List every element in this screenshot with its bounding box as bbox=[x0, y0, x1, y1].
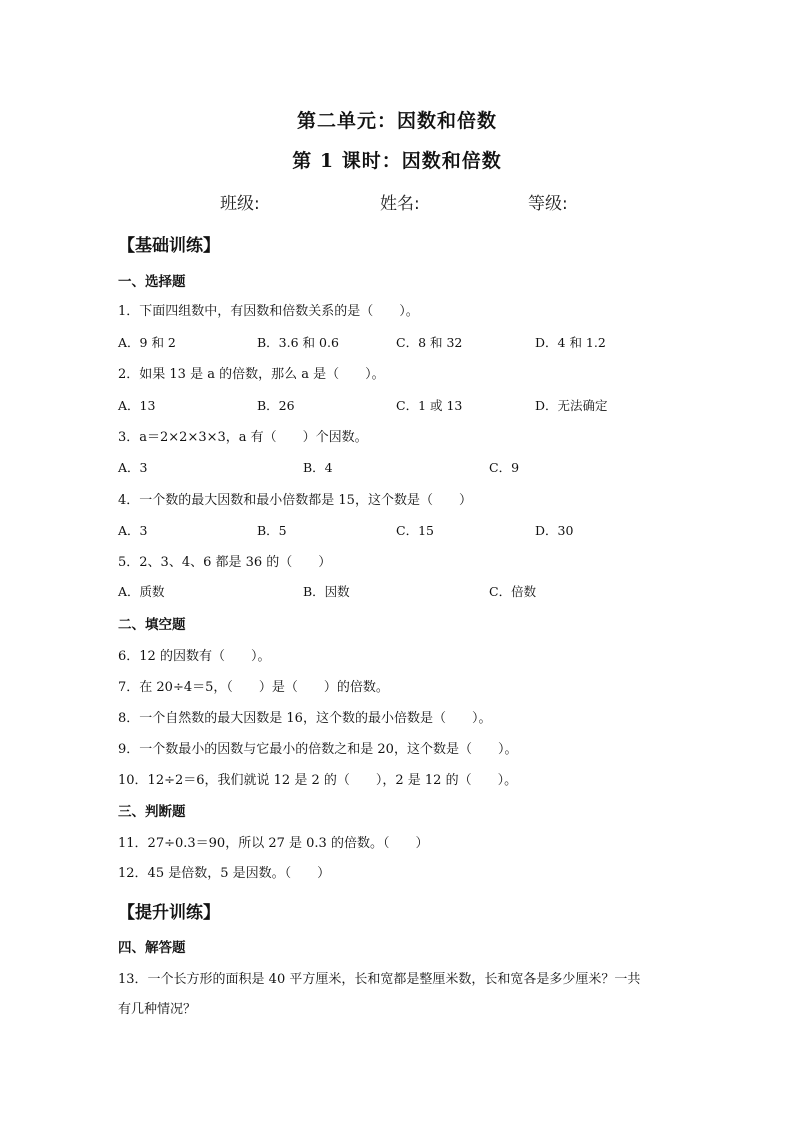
q1-option-c: C．8 和 32 bbox=[396, 335, 463, 350]
q3-option-b: B．4 bbox=[303, 460, 333, 475]
question-1: 1．下面四组数中，有因数和倍数关系的是（ ）。 bbox=[118, 304, 419, 319]
q3-option-c: C．9 bbox=[489, 460, 520, 475]
question-2: 2．如果 13 是 a 的倍数，那么 a 是（ ）。 bbox=[118, 367, 385, 382]
question-13-line-2: 有几种情况？ bbox=[118, 1002, 197, 1017]
judge-heading: 三、判断题 bbox=[118, 804, 186, 820]
q4-option-c: C．15 bbox=[396, 523, 434, 538]
q5-option-c: C．倍数 bbox=[489, 584, 537, 599]
q2-option-b: B．26 bbox=[257, 398, 295, 413]
question-13-line-1: 13．一个长方形的面积是 40 平方厘米，长和宽都是整厘米数，长和宽各是多少厘米？一共 bbox=[118, 972, 641, 987]
q4-option-a: A．3 bbox=[118, 523, 148, 538]
question-8: 8．一个自然数的最大因数是 16，这个数的最小倍数是（ ）。 bbox=[118, 711, 492, 726]
question-9: 9．一个数最小的因数与它最小的倍数之和是 20，这个数是（ ）。 bbox=[118, 742, 518, 757]
grade-label: 等级: bbox=[528, 194, 568, 214]
question-4: 4．一个数的最大因数和最小倍数都是 15，这个数是（ ） bbox=[118, 493, 472, 508]
q1-option-a: A．9 和 2 bbox=[118, 335, 176, 350]
q5-option-b: B．因数 bbox=[303, 584, 350, 599]
q2-option-c: C．1 或 13 bbox=[396, 398, 463, 413]
name-label: 姓名: bbox=[380, 194, 420, 214]
q4-option-d: D．30 bbox=[535, 523, 574, 538]
question-3: 3．a＝2×2×3×3，a 有（ ）个因数。 bbox=[118, 430, 368, 445]
q2-option-d: D．无法确定 bbox=[535, 398, 608, 413]
q3-option-a: A．3 bbox=[118, 460, 148, 475]
q2-option-a: A．13 bbox=[118, 398, 156, 413]
class-label: 班级: bbox=[220, 194, 260, 214]
unit-title: 第二单元：因数和倍数 bbox=[296, 110, 497, 132]
q5-option-a: A．质数 bbox=[118, 584, 165, 599]
q4-option-b: B．5 bbox=[257, 523, 287, 538]
question-5: 5．2、3、4、6 都是 36 的（ ） bbox=[118, 555, 332, 570]
question-12: 12．45 是倍数，5 是因数。（ ） bbox=[118, 866, 331, 881]
solve-heading: 四、解答题 bbox=[118, 940, 186, 956]
lesson-title: 第 1 课时：因数和倍数 bbox=[292, 150, 502, 172]
question-10: 10．12÷2＝6，我们就说 12 是 2 的（ ），2 是 12 的（ ）。 bbox=[118, 773, 518, 788]
question-6: 6．12 的因数有（ ）。 bbox=[118, 649, 271, 664]
basic-training-heading: 【基础训练】 bbox=[118, 236, 220, 256]
fill-heading: 二、填空题 bbox=[118, 617, 186, 633]
question-7: 7．在 20÷4＝5，（ ）是（ ）的倍数。 bbox=[118, 680, 389, 695]
choice-heading: 一、选择题 bbox=[118, 274, 186, 290]
question-11: 11．27÷0.3＝90，所以 27 是 0.3 的倍数。（ ） bbox=[118, 836, 429, 851]
advanced-training-heading: 【提升训练】 bbox=[118, 903, 220, 923]
q1-option-b: B．3.6 和 0.6 bbox=[257, 335, 339, 350]
q1-option-d: D．4 和 1.2 bbox=[535, 335, 606, 350]
